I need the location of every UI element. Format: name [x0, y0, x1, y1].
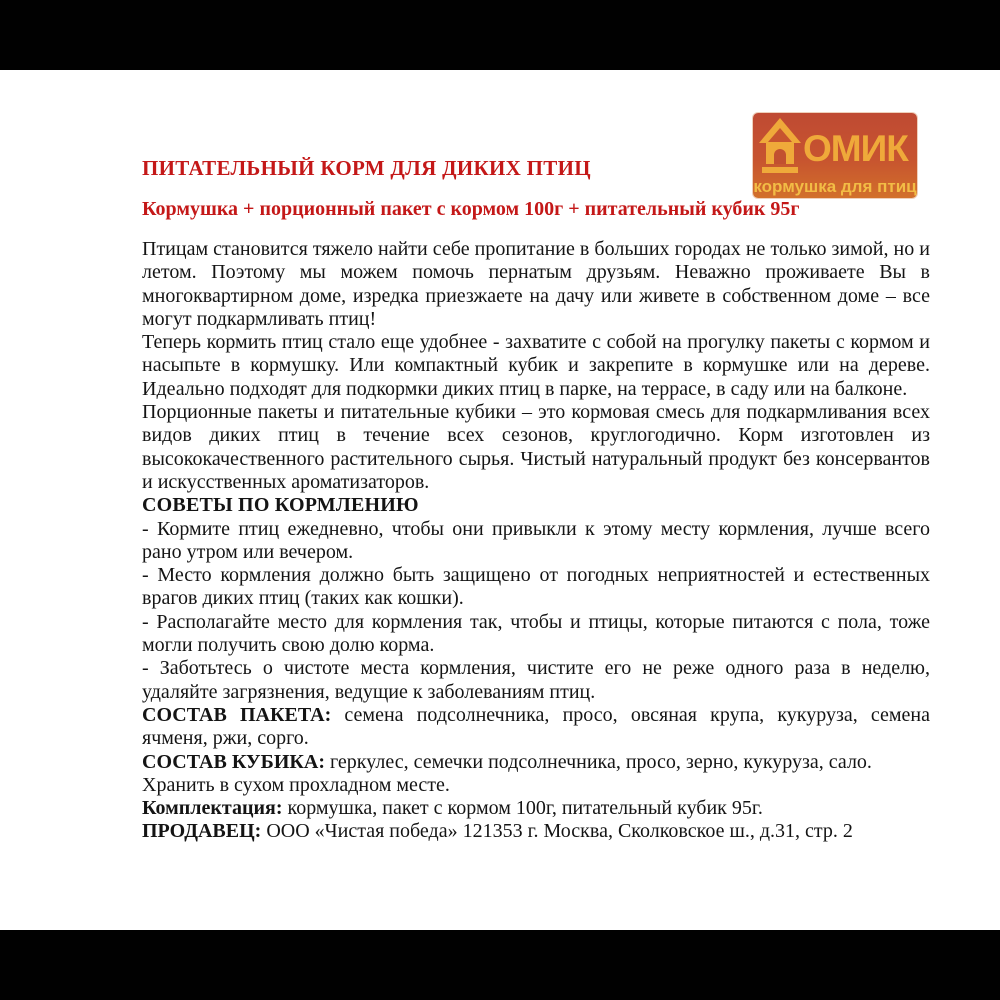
- package-contents-label: Комплектация:: [142, 797, 283, 820]
- package-contents-line: [142, 797, 930, 820]
- composition-packet-label: СОСТАВ ПАКЕТА:: [142, 703, 332, 726]
- tip-item: - Кормите птиц ежедневно, чтобы они привыкли к этому месту кормления, лучше всего рано утром или вечером.: [142, 517, 930, 563]
- page-title: ПИТАТЕЛЬНЫЙ КОРМ ДЛЯ ДИКИХ ПТИЦ: [142, 156, 591, 180]
- composition-cube-text: геркулес, семечки подсолнечника, просо, зерно, кукуруза, сало.: [324, 750, 872, 773]
- top-black-bar: [0, 0, 1000, 70]
- seller-line: [142, 820, 930, 843]
- tip-item: - Заботьтесь о чистоте места кормления, чистите его не реже одного раза в неделю, удаляйте загрязнения, ведущие к заболеваниям птиц.: [142, 657, 930, 703]
- composition-packet-text: семена подсолнечника, просо, овсяная крупа, кукуруза, семена ячменя, ржи, сорго.: [142, 703, 930, 750]
- logo-tagline: кормушка для птиц: [753, 177, 917, 196]
- tips-heading: СОВЕТЫ ПО КОРМЛЕНИЮ: [142, 494, 419, 517]
- composition-cube-line: [142, 751, 930, 774]
- seller-text: ООО «Чистая победа» 121353 г. Москва, Сколковское ш., д.31, стр. 2: [261, 820, 853, 843]
- label-sheet: [0, 70, 1000, 930]
- package-contents-text: кормушка, пакет с кормом 100г, питательный кубик 95г.: [282, 797, 763, 820]
- storage-line: Хранить в сухом прохладном месте.: [142, 773, 450, 796]
- seller-label: ПРОДАВЕЦ:: [142, 820, 262, 843]
- composition-cube-label: СОСТАВ КУБИКА:: [142, 750, 325, 773]
- tip-item: - Место кормления должно быть защищено от погодных неприятностей и естественных врагов диких птиц (таких как кошки).: [142, 564, 930, 610]
- tip-item: - Располагайте место для кормления так, чтобы и птицы, которые питаются с пола, тоже могли получить свою долю корма.: [142, 610, 930, 657]
- logo-brand-text: ОМИК: [803, 128, 908, 169]
- page-subtitle: Кормушка + порционный пакет с кормом 100г + питательный кубик 95г: [142, 198, 800, 220]
- intro-paragraph: Порционные пакеты и питательные кубики – это кормовая смесь для подкармливания всех видов диких птиц в течение всех сезонов, круглогодично. Корм изготовлен из высококачественного растительного сырья. Чистый натуральный продукт без консервантов и искусственных ароматизаторов.: [142, 401, 930, 493]
- body-text: [142, 238, 930, 844]
- bottom-black-bar: [0, 930, 1000, 1000]
- composition-packet-line: [142, 704, 930, 751]
- intro-paragraph: Птицам становится тяжело найти себе пропитание в больших городах не только зимой, но и летом. Поэтому мы можем помочь пернатым друзьям. Неважно проживаете Вы в многоквартирном доме, изредка приезжаете на дачу или живете в собственном доме – все могут подкармливать птиц!: [142, 238, 930, 330]
- intro-paragraph: Теперь кормить птиц стало еще удобнее - захватите с собой на прогулку пакеты с кормом и насыпьте в кормушку. Или компактный кубик и закрепите в кормушке или на дереве. Идеально подходят для подкормки диких птиц в парке, на террасе, в саду или на балконе.: [142, 331, 930, 400]
